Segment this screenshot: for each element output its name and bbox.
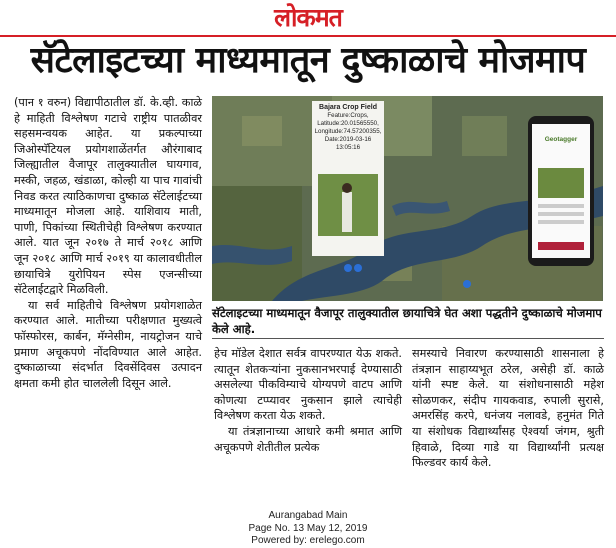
satellite-photo xyxy=(212,96,603,301)
popup-line: Latitude:20.01565550, xyxy=(317,120,379,127)
satellite-map-image xyxy=(212,96,603,301)
phone-app-title: Geotagger xyxy=(544,136,578,143)
paragraph: समस्याचे निवारण करण्यासाठी शासनाला हे तंत्रज्ञान साहाय्यभूत ठरेल, असेही डॉ. काळे यांनी स्पष्ट केले. या संशोधनासाठी महेश सोळणकर, संदीप गायकवाड, रुपाली सुरासे, अमरसिंह करपे, धनंजय नलावडे, हनुमंत गिते या संशोधक विद्यार्थ्यांसह ऐश्वर्या जंगम, श्रुती हिवाळे, दिव्या गाडे या विद्यार्थ्यांनी प्रत्यक्ष फिल्डवर कार्य केले. xyxy=(412,347,604,470)
powered-by-label: Powered by: erelego.com xyxy=(251,535,365,546)
masthead-divider xyxy=(0,35,616,37)
page-footer xyxy=(0,510,616,548)
photo-caption: सॅटेलाइटच्या माध्यमातून वैजापूर तालुक्यातील छायाचित्रे घेत अशा पद्धतीने दुष्काळाचे मोजमाप केले आहे. xyxy=(212,306,602,336)
article-column-2 xyxy=(214,346,402,455)
popup-title: Bajara Crop Field xyxy=(319,104,377,111)
edition-label: Aurangabad Main xyxy=(268,510,348,521)
headline: सॅटेलाइटच्या माध्यमातून दुष्काळाचे मोजमाप xyxy=(30,40,586,81)
newspaper-logo: लोकमत xyxy=(274,3,342,32)
paragraph: हेच मॉडेल देशात सर्वत्र वापरण्यात येऊ शकते. त्यातून शेतकऱ्यांना नुकसानभरपाई देण्यासाठी असलेल्या पीकविम्याचे योग्यपणे वाटप आणि कोणत्या टप्प्यावर नुकसान झाले त्याचेही विश्लेषण करता येऊ शकते. xyxy=(214,347,402,423)
popup-line: Date:2019-03-16 13:05:16 xyxy=(324,136,372,151)
page-date-label: Page No. 13 May 12, 2019 xyxy=(248,522,368,534)
popup-line: Longitude:74.57200355, xyxy=(314,128,382,135)
article-column-1 xyxy=(14,95,202,391)
popup-line: Feature:Crops, xyxy=(327,112,369,119)
paragraph: या सर्व माहितीचे विश्लेषण प्रयोगशाळेत करण्यात आले. मातीच्या परीक्षणात मुख्यत्वे फॉस्फोरस, कार्बन, मॅग्नेसीम, नायट्रोजन याचे प्रमाण अचूकपणे नोंदविण्यात आले आहेत. दुष्काळाच्या संदर्भात दिवसेंदिवस उत्पादन क्षमता कमी होत चाललेली दिसून आले. xyxy=(14,298,202,390)
map-marker-icon xyxy=(463,280,471,288)
masthead xyxy=(0,0,616,34)
caption-divider xyxy=(212,338,604,339)
map-popup-text xyxy=(312,104,384,152)
paragraph: (पान १ वरुन) विद्यापीठातील डॉ. के.व्ही. काळे हे माहिती विश्लेषण गटाचे राष्ट्रीय पातळीवर सहसमन्वयक आहेत. या प्रकल्पाच्या जिओस्पॅटियल प्रयोगशाळेंतर्गत औरंगाबाद जिल्ह्यातील वैजापूर तालुक्यातील घायगाव, मस्की, जहळ, खंडाळा, कोल्ही या पाच गावांची निवड करत त्याठिकाणचा दुष्काळ सॅटेलाईटच्या माध्यमातून मोजला आहे. याशिवाय माती, पाणी, पिकांच्या स्थितीचेही विश्लेषण करण्यात आले. यात जून २०१७ ते मार्च २०१८ आणि जून २०१८ आणि मार्च २०१९ या कालावधीतील छायाचित्रे युरोपियन स्पेस एजन्सीच्या सॅटेलाईटद्वारे मिळविली. xyxy=(14,96,202,297)
article-column-3 xyxy=(412,346,604,471)
paragraph: या तंत्रज्ञानाच्या आधारे कमी श्रमात आणि अचूकपणे शेतीतील प्रत्येक xyxy=(214,424,402,454)
